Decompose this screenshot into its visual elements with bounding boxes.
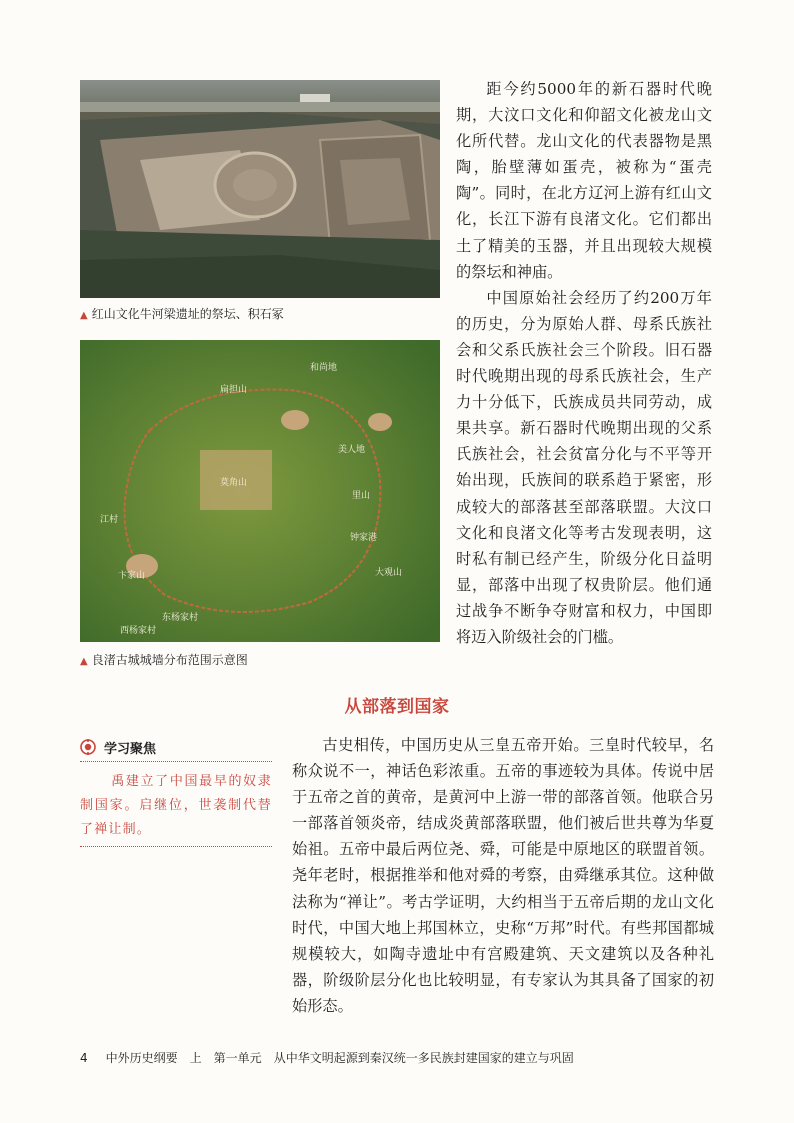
photo1-caption: ▲ 红山文化牛河梁遗址的祭坛、积石冢 — [80, 307, 284, 321]
map-label: 东杨家村 — [162, 613, 199, 623]
map-label: 和尚地 — [310, 363, 338, 373]
caption-triangle-icon: ▲ — [80, 310, 88, 321]
map-label: 江村 — [100, 515, 119, 525]
right-column-text — [456, 76, 712, 650]
map-label: 卞家山 — [118, 571, 146, 581]
divider — [80, 846, 272, 847]
section-title: 从部落到国家 — [344, 697, 450, 717]
map-label: 大观山 — [375, 568, 403, 578]
page-footer — [80, 1049, 574, 1066]
paragraph: 距今约5000年的新石器时代晚期，大汶口文化和仰韶文化被龙山文化所代替。龙山文化的代表器物是黑陶，胎壁薄如蛋壳，被称为“蛋壳陶”。同时，在北方辽河上游有红山文化，长江下游有良渚文化。它们都出土了精美的玉器，并且出现较大规模的祭坛和神庙。 — [456, 80, 712, 281]
liangzhu-city-map — [80, 340, 440, 642]
map-label: 里山 — [352, 491, 371, 501]
niuheliang-site-photo — [80, 80, 440, 298]
paragraph: 古史相传，中国历史从三皇五帝开始。三皇时代较早，名称众说不一，神话色彩浓重。五帝的事迹较为具体。传说中居于五帝之首的黄帝，是黄河中上游一带的部落首领。他联合另一部落首领炎帝，结成炎黄部落联盟，他们被后世共尊为华夏始祖。五帝中最后两位尧、舜，可能是中原地区的联盟首领。尧年老时，根据推举和他对舜的考察，由舜继承其位。这种做法称为“禅让”。考古学证明，大约相当于五帝后期的龙山文化时代，中国大地上邦国林立，史称“万邦”时代。有些邦国都城规模较大，如陶寺遗址中有宫殿建筑、天文建筑以及各种礼器，阶级阶层分化也比较明显，有专家认为其具备了国家的初始形态。 — [292, 736, 714, 1015]
unit-label: 第一单元 — [213, 1051, 262, 1065]
map-label: 钟家港 — [350, 533, 378, 543]
map-label: 美人地 — [338, 445, 366, 455]
paragraph: 中国原始社会经历了约200万年的历史，分为原始人群、母系氏族社会和父系氏族社会三个阶段。旧石器时代晚期出现的母系氏族社会，生产力十分低下，氏族成员共同劳动，成果共享。新石器时代晚期出现的父系氏族社会，社会贫富分化与不平等开始出现，氏族间的联系趋于紧密，形成较大的部落甚至部落联盟。大汶口文化和良渚文化等考古发现表明，这时私有制已经产生，阶级分化日益明显，部落中出现了权贵阶层。他们通过战争不断争夺财富和权力，中国即将迈入阶级社会的门槛。 — [456, 288, 712, 646]
unit-title: 从中华文明起源到秦汉统一多民族封建国家的建立与巩固 — [273, 1051, 574, 1065]
map-label: 莫角山 — [220, 478, 248, 488]
map-label: 西杨家村 — [120, 626, 157, 636]
study-focus-text: 禹建立了中国最早的奴隶制国家。启继位，世袭制代替了禅让制。 — [80, 774, 272, 837]
main-text — [292, 732, 714, 1019]
study-focus-box — [80, 738, 272, 847]
study-focus-title: 学习聚焦 — [104, 741, 157, 757]
focus-target-icon — [80, 739, 96, 755]
page-number: 4 — [80, 1051, 88, 1065]
caption-triangle-icon: ▲ — [80, 656, 88, 667]
book-title: 中外历史纲要 — [105, 1051, 178, 1065]
map-label: 扁担山 — [220, 385, 248, 395]
book-volume: 上 — [189, 1051, 202, 1065]
study-focus-header — [80, 738, 272, 762]
photo2-caption: ▲ 良渚古城城墙分布范围示意图 — [80, 653, 248, 667]
